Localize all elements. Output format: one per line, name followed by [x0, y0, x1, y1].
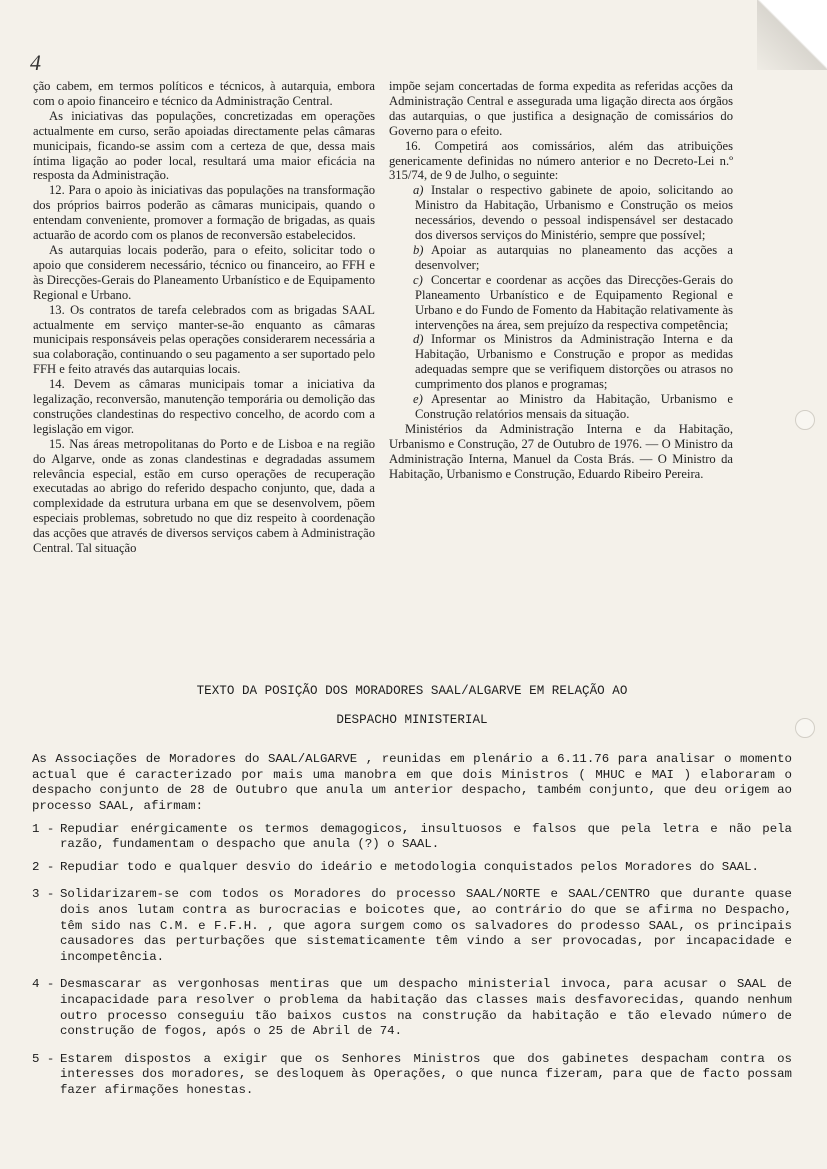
- paragraph: impõe sejam concertadas de forma expedita as referidas acções da Administração Central e assegurada uma ligação directa aos órgãos das autarquias, o que justifica a designação de comissários do Governo para o efeito.: [389, 79, 733, 138]
- list-item-label: c): [413, 272, 423, 287]
- list-item-number: 4 -: [32, 977, 55, 992]
- list-item-number: 2 -: [32, 859, 55, 874]
- list-item: [32, 977, 792, 1039]
- list-item-text: Solidarizarem-se com todos os Moradores do processo SAAL/NORTE e SAAL/CENTRO que durante quase dois anos lutam contra as burocracias e boicotes que, ao contrário do que se afirma no Despacho, têm sido nas C.M. e F.F.H. , que agora surgem como os salvadores do prodesso SAAL, os principais causadores das perturbações que sistematicamente têm vindo a ser provocadas, por incapacidade e incompetência.: [60, 887, 792, 964]
- list-item-label: d): [413, 332, 424, 347]
- paragraph: As autarquias locais poderão, para o efeito, solicitar todo o apoio que considerem necessário, técnico ou financeiro, ao FFH e às Direcções-Gerais do Planeamento Urbanístico e de Equipamento Regional e Urbano.: [33, 242, 375, 302]
- list-item-label: e): [413, 392, 423, 407]
- list-item: [32, 1052, 792, 1099]
- paragraph: ção cabem, em termos políticos e técnicos, à autarquia, embora com o apoio financeiro e técnico da Administração Central.: [33, 79, 375, 108]
- punch-hole: [795, 718, 815, 738]
- list-item-text: Informar os Ministros da Administração Interna e da Habitação, Urbanismo e Construção e propor as medidas adequadas sempre que se verifiquem distorções ou atrasos no cumprimento dos planos e programas;: [415, 332, 733, 392]
- list-item-number: 1 -: [32, 821, 55, 836]
- list-item-number: 3 -: [32, 887, 55, 902]
- paragraph: 16. Competirá aos comissários, além das atribuições genericamente definidas no número anterior e no Decreto-Lei n.º 315/74, de 9 de Julho, o seguinte:: [389, 138, 733, 183]
- signature-block: Ministérios da Administração Interna e da Habitação, Urbanismo e Construção, 27 de Outubro de 1976. — O Ministro da Administração Interna, Manuel da Costa Brás. — O Ministro da Habitação, Urbanismo e Construção, Eduardo Ribeiro Pereira.: [389, 421, 733, 481]
- typewritten-section: [32, 684, 792, 1098]
- list-item-text: Apresentar ao Ministro da Habitação, Urbanismo e Construção relatórios mensais da situação.: [415, 392, 733, 421]
- list-item: [32, 860, 792, 876]
- paragraph: 14. Devem as câmaras municipais tomar a iniciativa da legalização, reconversão, manutenção temporária ou demolição das construções clandestinas do respectivo concelho, de acordo com a legislação em vigor.: [33, 377, 375, 436]
- section-heading: DESPACHO MINISTERIAL: [336, 712, 488, 727]
- folded-corner: [757, 0, 827, 70]
- list-item-text: Estarem dispostos a exigir que os Senhores Ministros que dos gabinetes despacham contra os interesses dos moradores, se desloquem às Operações, o que nunca fizeram, para que de facto possam fazer afirmações honestas.: [60, 1051, 792, 1097]
- list-item-text: Apoiar as autarquias no planeamento das acções a desenvolver;: [415, 242, 733, 272]
- left-column: [33, 79, 375, 556]
- list-item: [389, 273, 733, 333]
- list-item: [389, 243, 733, 273]
- punch-hole: [795, 410, 815, 430]
- list-item-text: Desmascarar as vergonhosas mentiras que um despacho ministerial invoca, para acusar o SAAL de incapacidade para resolver o problema da habitação das classes mais desfavorecidas, quando nenhum outro processo conseguiu tão baixos custos na construção da habitação e tão elevado número de construção de fogos, após o 25 de Abril de 74.: [60, 977, 792, 1039]
- list-item-text: Concertar e coordenar as acções das Direcções-Gerais do Planeamento Urbanístico e de Equipamento Regional e Urbano e do Fundo de Fomento da Habitação relativamente às intervenções na área, sem prejuízo da respectiva competência;: [415, 272, 733, 332]
- paragraph: As iniciativas das populações, concretizadas em operações actualmente em curso, serão apoiadas directamente pelas câmaras municipais, ficando-se assim com a certeza de que, dessa mais íntima ligação ao poder local, resultará uma maior eficácia na resposta da Administração.: [33, 108, 375, 183]
- list-item-label: b): [413, 242, 424, 257]
- paragraph: 13. Os contratos de tarefa celebrados com as brigadas SAAL actualmente em serviço manter-se-ão enquanto as câmaras municipais responsáveis pelas operações considerarem necessária a sua colaboração, continuando o seu pagamento a ser suportado pelo FFH e feito através das autarquias locais.: [33, 302, 375, 377]
- list-item: [32, 822, 792, 853]
- list-item: [389, 332, 733, 392]
- list-item-text: Repudiar enérgicamente os termos demagogicos, insultuosos e falsos que pela letra e não pela razão, fundamentam o despacho que anula (?) o SAAL.: [60, 821, 792, 852]
- list-item: [389, 392, 733, 422]
- list-item-text: Instalar o respectivo gabinete de apoio, solicitando ao Ministro da Habitação, Urbanismo e Construção os meios necessários, devendo o pessoal indispensável ser destacado dos diversos serviços do Ministério, sempre que possível;: [415, 183, 733, 243]
- page-number: 4: [30, 50, 41, 75]
- right-column: [389, 79, 733, 481]
- list-item: [389, 183, 733, 243]
- section-heading: TEXTO DA POSIÇÃO DOS MORADORES SAAL/ALGARVE EM RELAÇÃO AO: [196, 684, 628, 698]
- list-item-text: Repudiar todo e qualquer desvio do ideário e metodologia conquistados pelos Moradores do SAAL.: [60, 859, 759, 874]
- list-item-number: 5 -: [32, 1051, 55, 1066]
- paragraph: 15. Nas áreas metropolitanas do Porto e de Lisboa e na região do Algarve, onde as zonas clandestinas e degradadas assumem relevância especial, estão em curso operações de recuperação executadas ao abrigo do referido despacho conjunto, que, dada a complexidade da estrutura urbana em que se desenvolvem, põem especiais problemas, sobretudo no que diz respeito à coordenação das acções que através de diversos serviços cabem à Administração Central. Tal situação: [33, 436, 375, 556]
- list-item: [32, 887, 792, 965]
- list-item-label: a): [413, 183, 424, 198]
- intro-paragraph: As Associações de Moradores do SAAL/ALGARVE , reunidas em plenário a 6.11.76 para analisar o momento actual que é caracterizado por mais uma manobra em que dois Ministros ( MHUC e MAI ) elaboraram o despacho conjunto de 28 de Outubro que anula um anterior despacho, também conjunto, que deu origem ao processo SAAL, afirmam:: [32, 752, 792, 813]
- paragraph: 12. Para o apoio às iniciativas das populações na transformação dos próprios bairros poderão as câmaras municipais, quando o entendam conveniente, promover a formação de brigadas, as quais actuarão de acordo com os planos de reconversão estabelecidos.: [33, 183, 375, 243]
